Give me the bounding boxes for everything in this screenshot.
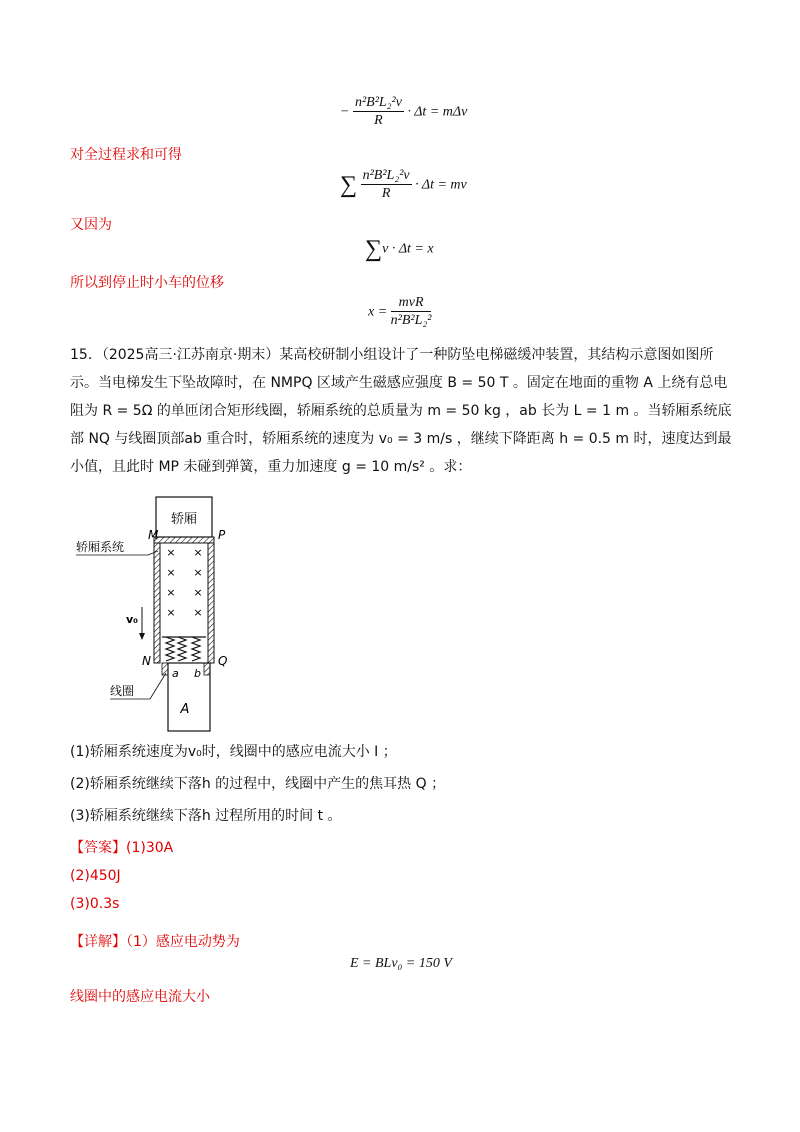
answer-3: (3)0.3s	[70, 896, 120, 912]
eq2-numerator: n²B²L₂²v	[362, 168, 410, 183]
eq3-text: v · Δt = x	[382, 241, 434, 257]
eq2-rest: · Δt = mv	[415, 177, 467, 193]
label-P: P	[218, 528, 226, 542]
equation-sum: ∑ $\frac{\text{n²B²L₂²v}}{R}$ · Δt = mv	[340, 168, 467, 201]
eq2-denominator: R	[381, 186, 391, 201]
equation-displacement	[368, 295, 431, 330]
eq4-lhs: x =	[368, 304, 388, 320]
detail-current-line: 线圈中的感应电流大小	[70, 989, 210, 1005]
svg-text:×: ×	[166, 606, 176, 619]
question-3: (3)轿厢系统继续下落h 过程所用的时间 t 。	[70, 808, 342, 824]
springs	[162, 637, 206, 661]
frame-right	[208, 543, 214, 663]
coil-label: 线圈	[110, 684, 135, 698]
label-A: A	[180, 702, 190, 717]
equation-displacement-sum: ∑v · Δt = x	[365, 236, 434, 262]
car-system-label: 轿厢系统	[76, 540, 125, 554]
detail-label: 【详解】	[70, 934, 126, 950]
detail-text: （1）感应电动势为	[126, 934, 240, 950]
eq1-denominator: R	[374, 113, 383, 128]
detail-line	[70, 928, 240, 956]
question-1: (1)轿厢系统速度为v₀时，线圈中的感应电流大小 I ；	[70, 744, 397, 760]
car-label: 轿厢	[170, 512, 198, 527]
eq1-numerator: n²B²L₂²v	[354, 95, 402, 110]
label-M: M	[148, 528, 159, 542]
svg-text:×: ×	[166, 566, 176, 579]
label-N: N	[142, 654, 151, 668]
eq4-denominator: n²B²L₂²	[390, 313, 432, 328]
svg-text:×: ×	[193, 546, 203, 559]
answer-label: 【答案】	[70, 840, 126, 856]
red-line-sum: 对全过程求和可得	[70, 147, 182, 163]
eq1-rest: · Δt = mΔv	[407, 104, 468, 120]
svg-text:×: ×	[193, 606, 203, 619]
answer-1: (1)30A	[126, 840, 174, 856]
problem-statement: 15．（2025高三·江苏南京·期末）某高校研制小组设计了一种防坠电梯磁缓冲装置，其结构示意图如图所示。当电梯发生下坠故障时，在 NMPQ 区域产生磁感应强度 B = 50 T 。固定在地面的重物 A 上绕有总电阻为 R = 5Ω 的单匝闭合矩形线圈，轿厢系统的总质量为 m = 50 kg ，ab 长为 L = 1 m 。当轿厢系统底部 NQ 与线圈顶部ab 重合时，轿厢系统的速度为 v₀ = 3 m/s ，继续下降距离 h = 0.5 m 时，速度达到最小值，且此时 MP 未碰到弹簧，重力加速度 g = 10 m/s² 。求：	[70, 347, 732, 475]
elevator-diagram	[70, 495, 250, 735]
equation-emf: E = BLv₀ = 150 V	[350, 956, 452, 971]
answer-block	[70, 834, 173, 918]
label-Q: Q	[218, 654, 228, 668]
label-b: b	[194, 667, 201, 680]
frame-left	[154, 543, 160, 663]
v0-label: v₀	[126, 613, 138, 626]
svg-text:×: ×	[193, 586, 203, 599]
red-line-conclusion: 所以到停止时小车的位移	[70, 275, 224, 291]
label-a: a	[172, 667, 179, 680]
svg-text:×: ×	[193, 566, 203, 579]
svg-text:×: ×	[166, 546, 176, 559]
equation-momentum-step: − $\frac{\text{n²B²L₂²v}}{R}$ · Δt = mΔv	[340, 95, 468, 128]
question-2: (2)轿厢系统继续下落h 的过程中，线圈中产生的焦耳热 Q ；	[70, 776, 446, 792]
answer-2: (2)450J	[70, 868, 121, 884]
svg-text:×: ×	[166, 586, 176, 599]
eq4-numerator: mvR	[391, 295, 432, 312]
field-crosses	[166, 546, 202, 619]
red-line-because: 又因为	[70, 217, 112, 233]
frame-top	[154, 537, 214, 543]
